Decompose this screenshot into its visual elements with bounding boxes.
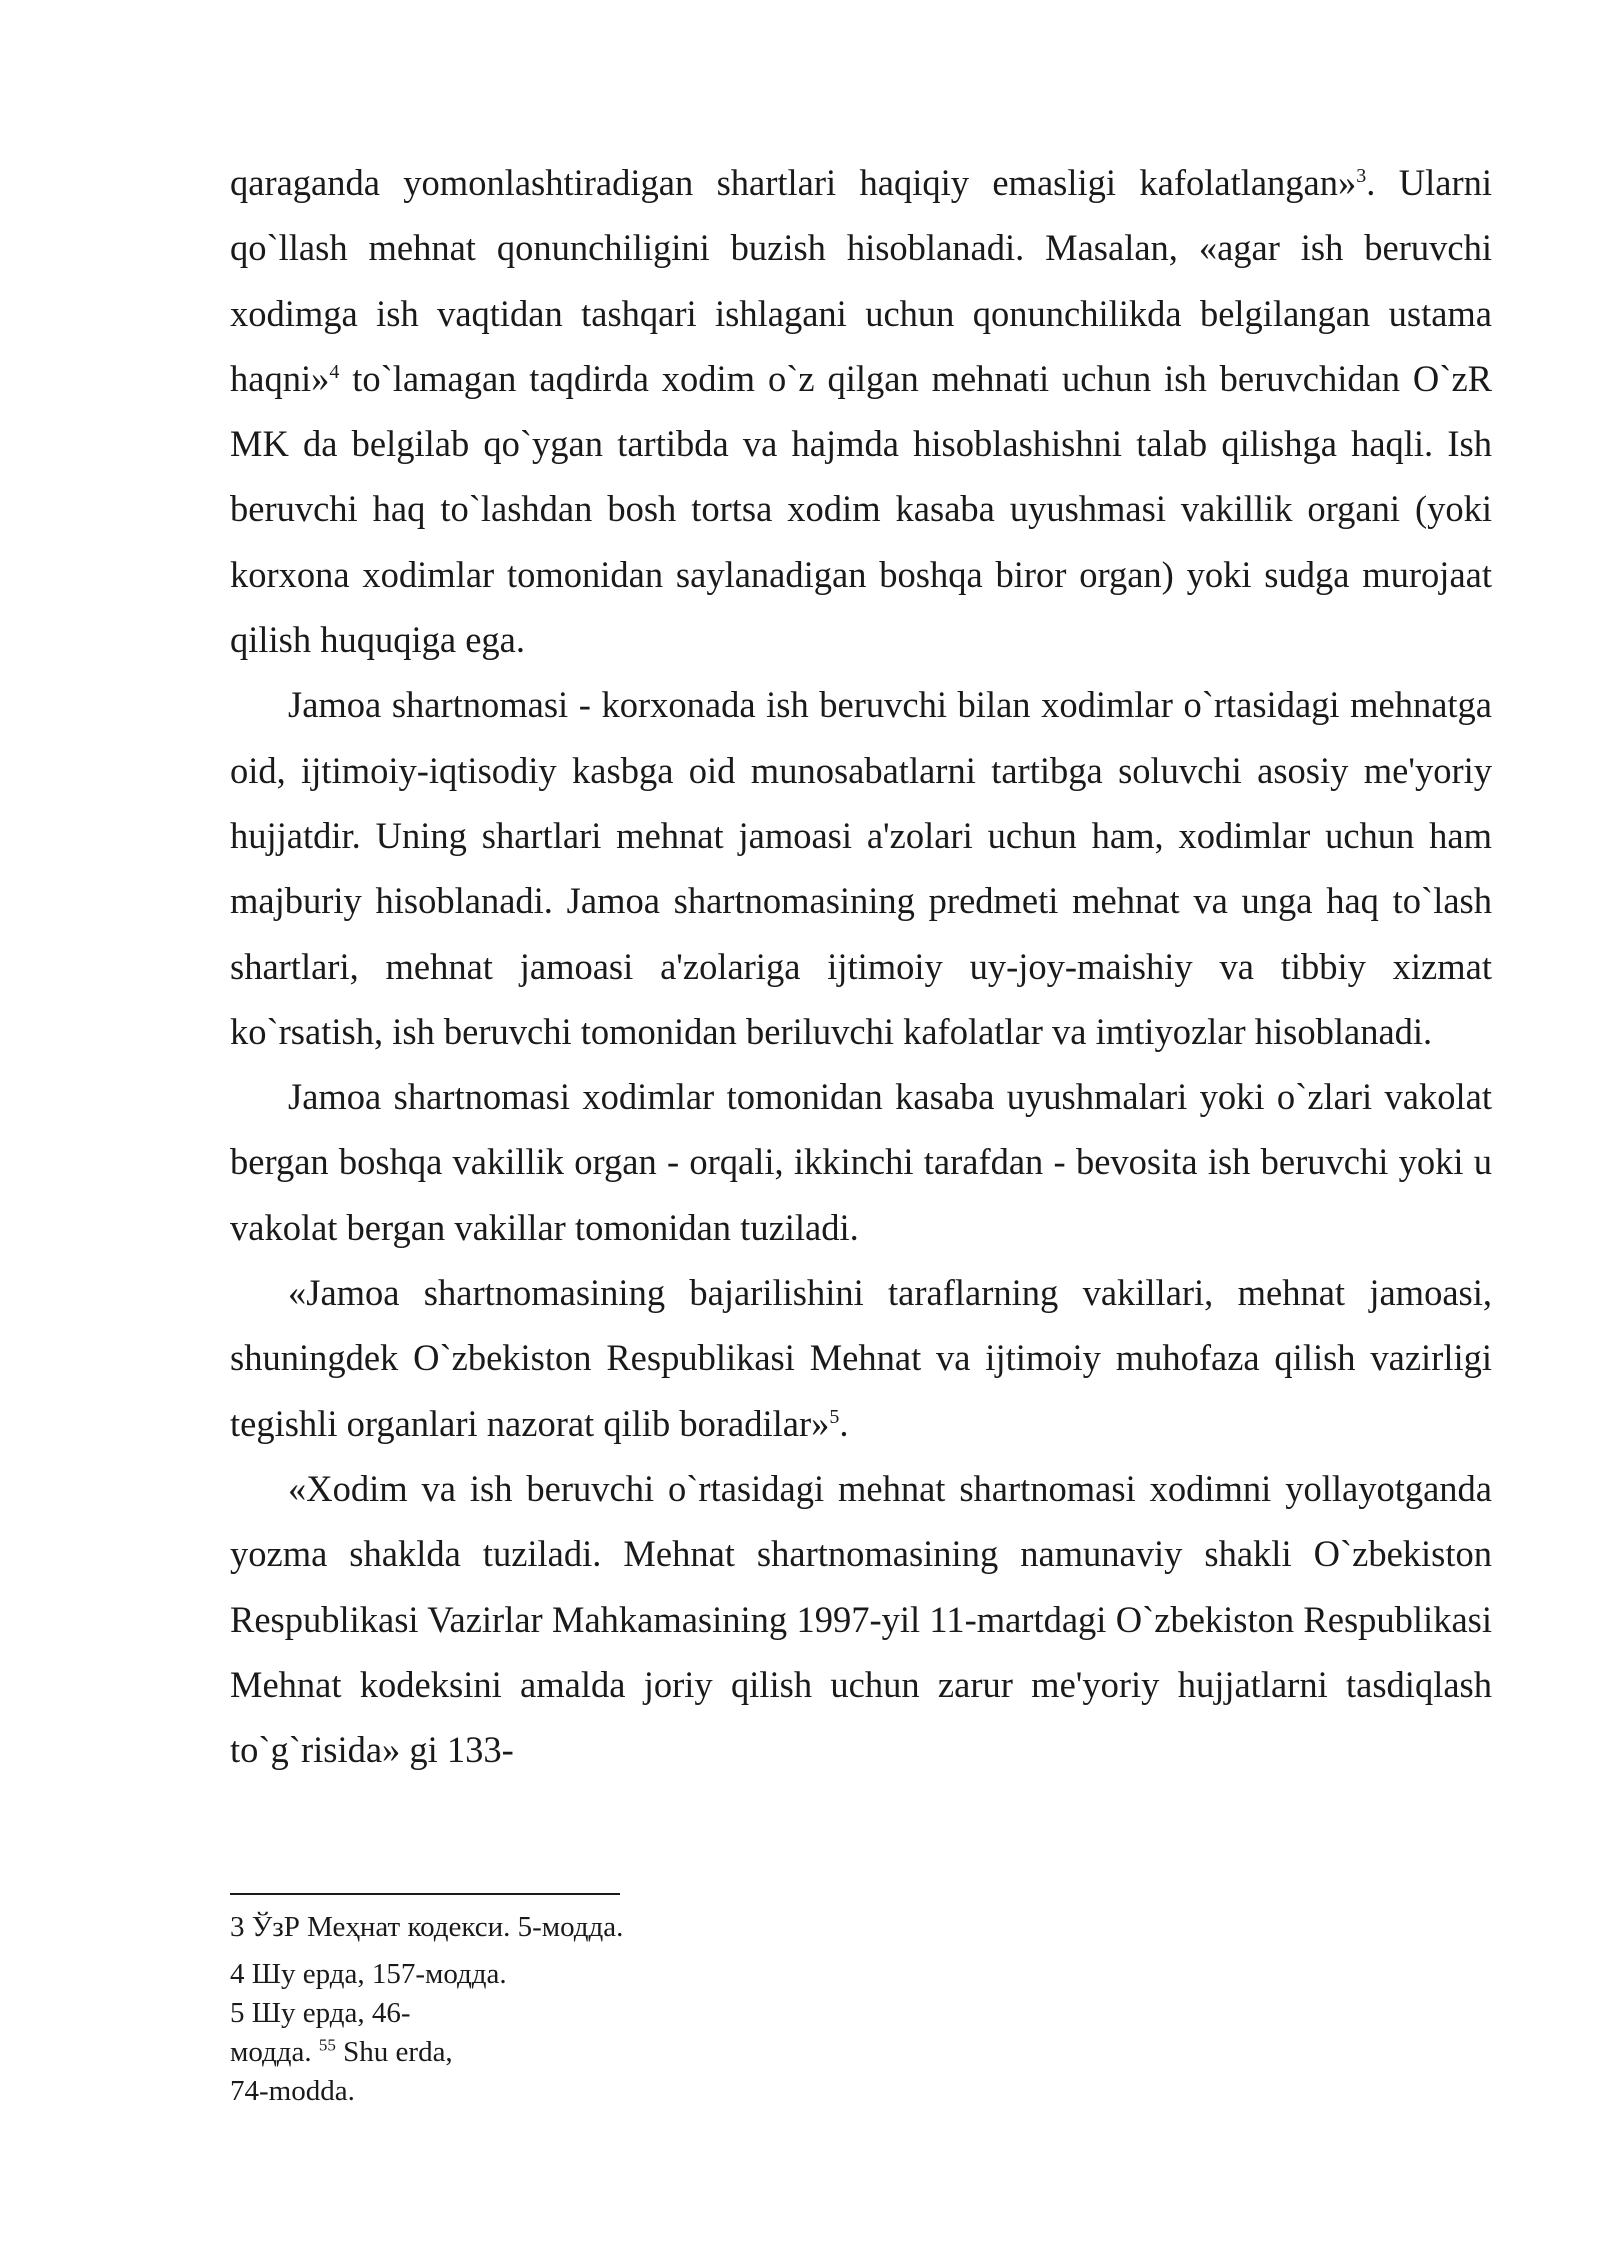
footnote-separator: [230, 1893, 620, 1895]
paragraph-1: [230, 150, 1492, 672]
footnote-text: модда.: [230, 2036, 319, 2068]
text-segment: qaraganda yomonlashtiradigan shartlari haqiqiy emasligi kafolatlangan»: [230, 162, 1357, 203]
text-segment: «Xodim va ish beruvchi o`rtasidagi mehnat shartnomasi xodimni yollayotganda yozma shaklda tuziladi. Mehnat shartnomasining namunaviy shakli O`zbekiston Respublikasi Vazirlar Mahkamasining 1997-yil 11-martdagi O`zbekiston Respublikasi Mehnat kodeksini amalda joriy qilish uchun zarur me'yoriy hujjatlarni tasdiqlash to`g`risida» gi 133-: [230, 1467, 1492, 1771]
footnote-ref-4: 4: [329, 360, 340, 383]
text-segment: Jamoa shartnomasi xodimlar tomonidan kasaba uyushmalari yoki o`zlari vakolat bergan boshqa vakillik organ - orqali, ikkinchi tarafdan - bevosita ish beruvchi yoki u vakolat bergan vakillar tomonidan tuziladi.: [230, 1076, 1492, 1248]
footnote-4: 4 Шу ерда, 157-модда.: [230, 1958, 507, 1990]
paragraph-2: [230, 672, 1492, 1064]
text-segment: to`lamagan taqdirda xodim o`z qilgan mehnati uchun ish beruvchidan O`zR MK da belgilab qo`ygan tartibda va hajmda hisoblashishni talab qilishga haqli. Ish beruvchi haq to`lashdan bosh tortsa xodim kasaba uyushmasi vakillik organi (yoki korxona xodimlar tomonidan saylanadigan boshqa biror organ) yoki sudga murojaat qilish huquqiga ega.: [230, 357, 1492, 661]
footnote-text: Shu erda,: [335, 2036, 453, 2068]
paragraph-3: [230, 1064, 1492, 1260]
footnote-ref-55: 55: [318, 2035, 336, 2055]
text-segment: . Ularni qo`llash mehnat qonunchiligini buzish hisoblanadi. Masalan, «agar ish beruvchi xodimga ish vaqtidan tashqari ishlagani uchun qonunchilikda belgilangan ustama haqni»: [230, 162, 1492, 399]
text-segment: «Jamoa shartnomasining bajarilishini taraflarning vakillari, mehnat jamoasi, shuningdek O`zbekiston Respublikasi Mehnat va ijtimoiy muhofaza qilish vazirligi tegishli organlari nazorat qilib boradilar»: [230, 1272, 1492, 1444]
footnote-3: 3 ЎзР Меҳнат кодекси. 5-модда.: [230, 1911, 624, 1943]
footnote-5-line-1: 5 Шу ерда, 46-: [230, 1997, 411, 2029]
footnote-5-line-2: [230, 2033, 930, 2072]
paragraph-5: [230, 1456, 1492, 1782]
text-segment: .: [839, 1402, 849, 1444]
body-text: [230, 150, 1492, 1782]
footnote-ref-3: 3: [1356, 164, 1367, 187]
footnotes: [230, 1908, 930, 2111]
footnote-ref-5: 5: [829, 1405, 840, 1428]
footnote-5-line-3: 74-modda.: [230, 2075, 355, 2107]
text-segment: Jamoa shartnomasi - korxonada ish beruvchi bilan xodimlar o`rtasidagi mehnatga oid, ijtimoiy-iqtisodiy kasbga oid munosabatlarni tartibga soluvchi asosiy me'yoriy hujjatdir. Uning shartlari mehnat jamoasi a'zolari uchun ham, xodimlar uchun ham majburiy hisoblanadi. Jamoa shartnomasining predmeti mehnat va unga haq to`lash shartlari, mehnat jamoasi a'zolariga ijtimoiy uy-joy-maishiy va tibbiy xizmat ko`rsatish, ish beruvchi tomonidan beriluvchi kafolatlar va imtiyozlar hisoblanadi.: [230, 684, 1492, 1052]
paragraph-4: [230, 1260, 1492, 1456]
